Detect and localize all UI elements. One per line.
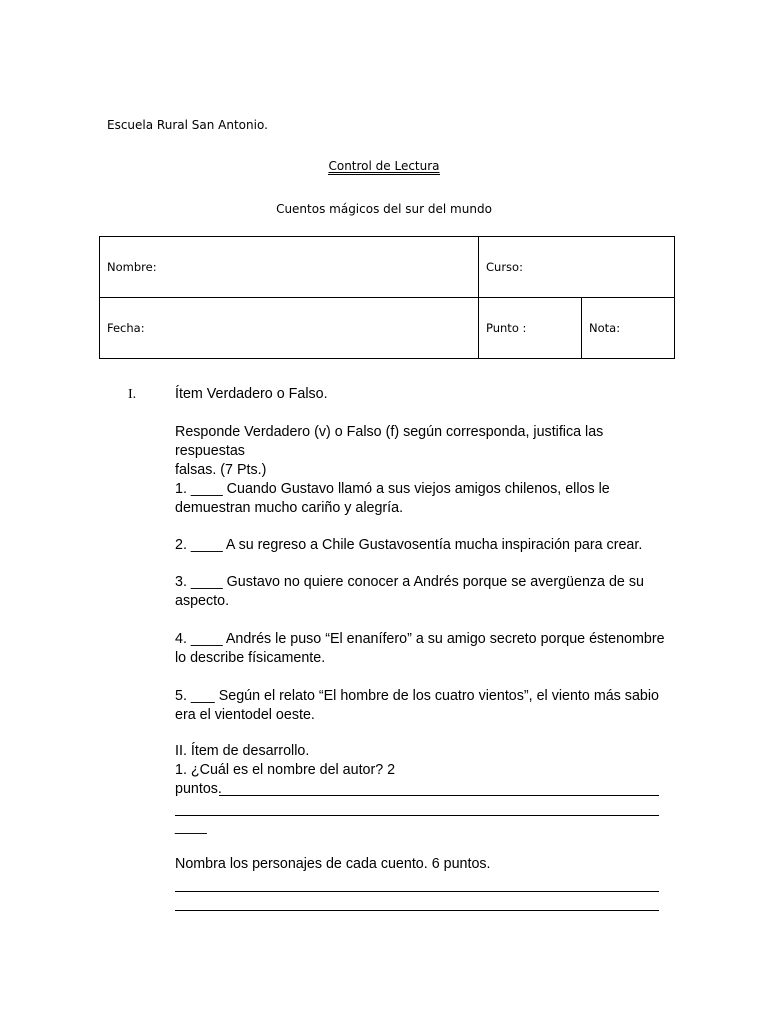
document-subtitle: Cuentos mágicos del sur del mundo [276,202,492,216]
punto-field[interactable]: Punto : [479,298,582,359]
nombre-field[interactable]: Nombre: [100,237,479,298]
answer-line-characters-1[interactable] [175,876,659,892]
answer-line-author[interactable] [219,780,659,796]
section-two-heading: II. Ítem de desarrollo. [175,743,310,759]
question-text: era el vientodel oeste. [175,707,315,723]
question-item-3[interactable] [175,573,665,611]
document-title-text: Control de Lectura [328,159,440,173]
question-text: aspecto. [175,593,230,609]
answer-line-author-2[interactable] [175,800,659,816]
table-row [100,237,675,298]
question-text: 2. ____ A su regreso a Chile Gustavosentía mucha inspiración para crear. [175,537,643,553]
instructions-line: falsas. (7 Pts.) [175,462,267,478]
document-title [0,159,768,173]
question-text: lo describe físicamente. [175,650,326,666]
question-item-2[interactable] [175,536,665,555]
question-text: 4. ____ Andrés le puso “El enanífero” a su amigo secreto porque éstenombre [175,631,665,647]
question-text: 5. ___ Según el relato “El hombre de los cuatro vientos”, el viento más sabio [175,688,659,704]
question-item-4[interactable] [175,630,665,668]
instructions-line: Responde Verdadero (v) o Falso (f) según corresponda, justifica las respuestas [175,424,604,459]
question-item-5[interactable] [175,687,665,725]
question-text: 1. ____ Cuando Gustavo llamó a sus viejos amigos chilenos, ellos le [175,481,610,497]
question-text: demuestran mucho cariño y alegría. [175,500,404,516]
question-item-1[interactable] [175,480,665,518]
fecha-field[interactable]: Fecha: [100,298,479,359]
answer-line-author-tail: ____ [175,819,207,835]
curso-field[interactable]: Curso: [479,237,675,298]
section-one-numeral: I. [128,387,137,402]
answer-line-characters-2[interactable] [175,895,659,911]
nota-field[interactable]: Nota: [582,298,675,359]
question-author: 1. ¿Cuál es el nombre del autor? 2 [175,762,396,778]
student-info-table [99,236,675,359]
school-name: Escuela Rural San Antonio. [107,118,268,132]
table-row [100,298,675,359]
question-characters: Nombra los personajes de cada cuento. 6 puntos. [175,856,491,872]
section-one-heading: Ítem Verdadero o Falso. [175,386,328,402]
question-author-points: puntos. [175,781,222,797]
question-text: 3. ____ Gustavo no quiere conocer a Andrés porque se avergüenza de su [175,574,644,590]
section-one-instructions [175,423,665,480]
